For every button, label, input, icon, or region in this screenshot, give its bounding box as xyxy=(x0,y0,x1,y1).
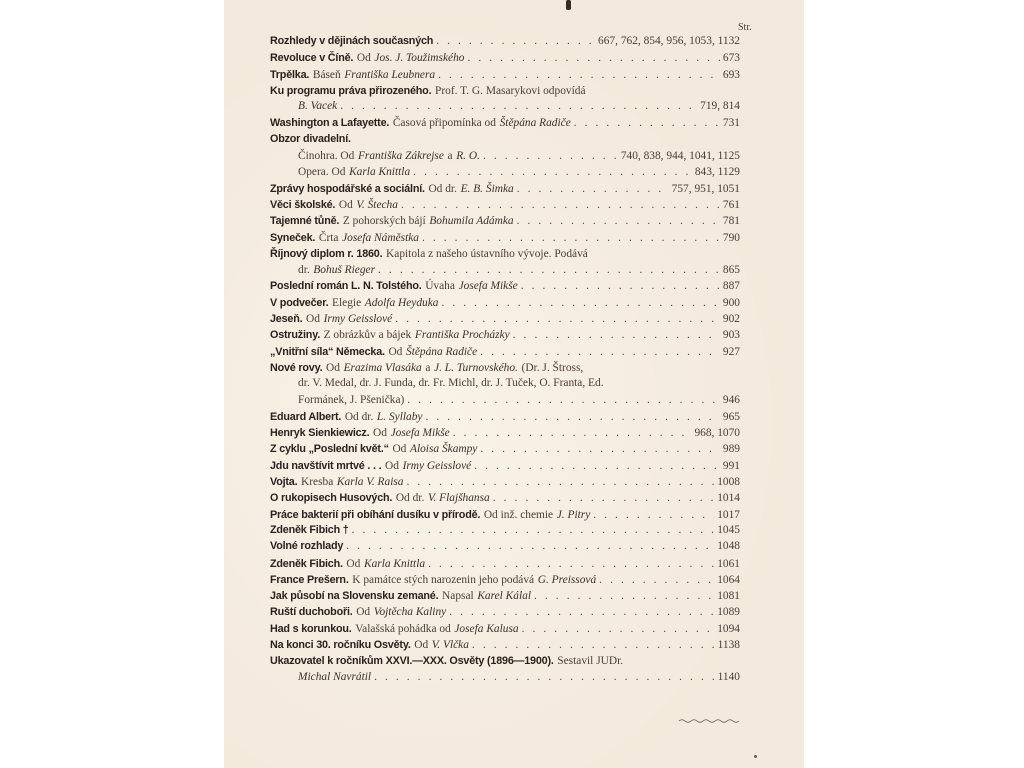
entry-author: Erazima Vlasáka xyxy=(343,361,422,374)
page-numbers: 843, 1129 xyxy=(694,166,740,179)
dot-leader xyxy=(534,588,714,603)
page-numbers: 667, 762, 854, 956, 1053, 1132 xyxy=(598,35,740,47)
entry-author: B. Vacek xyxy=(298,100,338,113)
page-numbers: 1089 xyxy=(717,606,740,619)
entry-title: Eduard Albert. xyxy=(270,410,342,423)
entry-text: Úvaha xyxy=(425,280,455,293)
entry-text: Opera. Od xyxy=(298,166,346,179)
page-numbers: 1008 xyxy=(717,476,740,489)
entry-title: Jeseň. xyxy=(270,313,303,326)
entry-author: Irmy Geisslové xyxy=(402,459,472,472)
entry-text: Od inž. chemie xyxy=(483,508,554,521)
entry-text: a xyxy=(447,150,453,163)
entry-text: Činohra. Od xyxy=(298,150,355,163)
toc-entry-line[interactable] xyxy=(270,147,740,163)
toc-entry-line[interactable] xyxy=(270,669,740,685)
dot-leader xyxy=(340,98,697,114)
entry-title: Rozhledy v dějinách současných xyxy=(270,35,434,47)
dot-leader xyxy=(521,278,720,293)
toc-entry-line[interactable] xyxy=(270,343,740,359)
page-numbers: 731 xyxy=(722,117,740,130)
entry-author: G. Preissová xyxy=(537,573,597,586)
entry-title: Vojta. xyxy=(270,476,298,489)
toc-entry-line[interactable] xyxy=(270,196,740,212)
entry-title: Ku programu práva přirozeného. xyxy=(270,84,432,97)
entry-title: „Vnitřní síla“ Německa. xyxy=(270,345,385,358)
dot-leader xyxy=(449,604,714,619)
entry-text: Od xyxy=(392,443,407,456)
page-numbers: 902 xyxy=(722,313,740,326)
page-numbers: 790 xyxy=(722,231,740,244)
page-numbers: 761 xyxy=(722,198,740,211)
entry-author: Františka Leubnera xyxy=(344,68,436,81)
dot-leader xyxy=(480,441,720,456)
entry-author: Karla Knittla xyxy=(349,166,411,179)
page-numbers: 900 xyxy=(722,296,740,309)
toc-entry-line[interactable] xyxy=(270,538,740,554)
entry-author: L. Syllaby xyxy=(376,410,423,423)
toc-entry-line[interactable] xyxy=(270,375,740,391)
entry-title: Obzor divadelní. xyxy=(270,132,351,145)
entry-author: Josefa Náměstka xyxy=(342,231,419,244)
toc-entry-line[interactable] xyxy=(270,131,740,147)
dot-leader xyxy=(441,295,719,310)
dot-leader xyxy=(453,425,692,440)
entry-author: V. Flajšhansa xyxy=(427,492,490,505)
entry-text: Kapitola z našeho ústavního vývoje. Podává xyxy=(386,247,588,260)
toc-entry-line[interactable] xyxy=(270,408,740,424)
entry-author: Josefa Mikše xyxy=(458,280,518,293)
dot-leader xyxy=(574,115,720,130)
dot-leader xyxy=(407,474,715,489)
entry-text: a xyxy=(425,361,431,374)
entry-title: Revoluce v Číně. xyxy=(270,52,354,65)
toc-entry-line[interactable] xyxy=(270,424,740,440)
entry-text: Od dr. xyxy=(344,410,374,423)
pages-column-header: Str. xyxy=(738,22,752,33)
entry-author: J. Pitry xyxy=(556,508,591,521)
toc-entry-line[interactable] xyxy=(270,620,740,636)
entry-text: Prof. T. G. Masarykovi odpovídá xyxy=(435,84,586,97)
entry-author: Jos. J. Toužimského xyxy=(374,52,465,65)
toc-entry-line[interactable] xyxy=(270,310,740,326)
page-numbers: 781 xyxy=(722,215,740,228)
dot-leader xyxy=(378,262,720,277)
entry-title: France Prešern. xyxy=(270,573,349,586)
dot-leader xyxy=(425,409,719,424)
entry-author: Bohumila Adámka xyxy=(429,215,514,228)
page-numbers: 946 xyxy=(722,393,740,406)
toc-entry-line[interactable] xyxy=(270,163,740,179)
entry-author: Karla V. Raisa xyxy=(336,476,404,489)
entry-author: Josefa Kalusa xyxy=(454,622,519,635)
entry-text: dr. V. Medal, dr. J. Funda, dr. Fr. Michl, dr. J. Tuček, O. Franta, Ed. xyxy=(298,377,604,390)
page-numbers: 740, 838, 944, 1041, 1125 xyxy=(620,150,740,163)
page-numbers: 1061 xyxy=(717,557,740,570)
toc-entry-line[interactable] xyxy=(270,506,740,522)
dot-leader xyxy=(474,458,720,473)
entry-title: Ostružiny. xyxy=(270,329,320,342)
entry-text: Formánek, J. Pšenička) xyxy=(298,393,405,406)
toc-entry-line[interactable] xyxy=(270,457,740,473)
toc-entry-line[interactable] xyxy=(270,33,740,49)
entry-author: Štěpána Radiče xyxy=(406,345,478,358)
page-mark xyxy=(754,755,757,758)
entry-author: Aloisa Škampy xyxy=(409,443,478,456)
dot-leader xyxy=(438,67,720,82)
entry-title: Tajemné tůně. xyxy=(270,215,340,228)
entry-text: Od xyxy=(338,198,353,211)
entry-text: Časová připomínka od xyxy=(392,117,496,130)
entry-title: Zdeněk Fibich † xyxy=(270,523,349,536)
page-numbers: 968, 1070 xyxy=(694,427,740,440)
page-numbers: 1045 xyxy=(717,523,740,536)
page-numbers: 1017 xyxy=(717,508,740,521)
entry-title: Zdeněk Fibich. xyxy=(270,557,343,570)
page-numbers: 865 xyxy=(722,264,740,277)
entry-text: Od xyxy=(373,427,387,440)
entry-text: Od dr. xyxy=(428,182,457,195)
entry-text: Od xyxy=(306,313,320,326)
entry-author: Karel Kálal xyxy=(477,590,532,603)
entry-author: Bohuš Rieger xyxy=(313,264,376,277)
toc-entry-line[interactable] xyxy=(270,326,740,342)
entry-author: Michal Navrátil xyxy=(298,670,372,683)
toc-entry-line[interactable] xyxy=(270,212,740,228)
entry-title: Zprávy hospodářské a sociální. xyxy=(270,182,425,195)
dot-leader xyxy=(593,507,714,522)
entry-title: Volné rozhlady xyxy=(270,540,344,553)
dot-leader xyxy=(517,213,720,228)
entry-text: Od xyxy=(346,557,361,570)
entry-author: R. O. xyxy=(456,150,480,163)
entry-title: Jdu navštívit mrtvé . . . xyxy=(270,459,382,472)
entry-author: Irmy Geisslové xyxy=(323,313,393,326)
dot-leader xyxy=(436,33,595,49)
dot-leader xyxy=(428,556,714,571)
dot-leader xyxy=(522,621,715,636)
page-numbers: 989 xyxy=(722,443,740,456)
toc-entry-line[interactable] xyxy=(270,277,740,293)
entry-text: K památce stých narozenin jeho podává xyxy=(352,573,535,586)
toc-entry-line[interactable] xyxy=(270,114,740,130)
page-numbers: 965 xyxy=(722,410,740,423)
page-numbers: 1094 xyxy=(717,622,740,635)
dot-leader xyxy=(407,392,720,408)
page-numbers: 903 xyxy=(722,329,740,342)
entry-text: Valašská pohádka od xyxy=(355,622,451,635)
entry-text: Kresba xyxy=(301,476,334,489)
entry-title: Říjnový diplom r. 1860. xyxy=(270,247,383,260)
entry-text: Od xyxy=(356,52,371,65)
toc-entry-line[interactable] xyxy=(270,603,740,619)
page-numbers: 719, 814 xyxy=(700,100,740,113)
toc-entry-line[interactable] xyxy=(270,245,740,261)
toc-entry-line[interactable] xyxy=(270,359,740,375)
entry-author: E. B. Šimka xyxy=(460,182,514,195)
toc-entry-line[interactable] xyxy=(270,229,740,245)
page-numbers: 1048 xyxy=(717,540,740,553)
entry-text: Elegie xyxy=(332,296,362,309)
toc-entry-line[interactable] xyxy=(270,587,740,603)
entry-text: Z obrázkův a bájek xyxy=(323,329,412,342)
dot-leader xyxy=(401,197,720,212)
entry-author: Karla Knittla xyxy=(363,557,426,570)
toc-entry-line[interactable] xyxy=(270,636,740,652)
entry-title: Na konci 30. ročníku Osvěty. xyxy=(270,638,411,651)
entry-text: Od xyxy=(326,361,340,374)
page-numbers: 1138 xyxy=(717,638,740,651)
entry-author: Josefa Mikše xyxy=(390,427,450,440)
toc-entry-line[interactable] xyxy=(270,82,740,98)
dot-leader xyxy=(493,490,714,505)
entry-text: Báseň xyxy=(312,68,341,81)
page-numbers: 1140 xyxy=(717,670,740,683)
entry-title: O rukopisech Husových. xyxy=(270,492,393,505)
dot-leader xyxy=(413,164,692,179)
page-numbers: 1081 xyxy=(717,590,740,603)
toc-entry-line[interactable] xyxy=(270,180,740,196)
dot-leader xyxy=(483,148,618,163)
toc-entry-line[interactable] xyxy=(270,294,740,310)
entry-author: Štěpána Radiče xyxy=(499,117,571,130)
toc-entry-line[interactable] xyxy=(270,261,740,277)
dot-leader xyxy=(374,669,715,685)
page-numbers: 991 xyxy=(722,459,740,472)
dot-leader xyxy=(395,311,720,326)
ink-blot xyxy=(566,0,571,10)
entry-title: Práce bakterií při obíhání dusíku v přírodě. xyxy=(270,508,481,521)
dot-leader xyxy=(517,181,669,196)
dot-leader xyxy=(480,344,720,359)
entry-text: Od dr. xyxy=(395,492,425,505)
entry-text: Od xyxy=(388,345,403,358)
entry-title: Věci školské. xyxy=(270,198,336,211)
entry-author: Adolfa Heyduka xyxy=(364,296,439,309)
entry-title: Ruští duchoboři. xyxy=(270,606,353,619)
entry-text: (Dr. J. Štross, xyxy=(521,361,584,374)
end-flourish xyxy=(678,718,740,724)
toc-entry-line[interactable] xyxy=(270,555,740,571)
entry-title: Syneček. xyxy=(270,231,316,244)
entry-author: Františka Zákrejse xyxy=(357,150,444,163)
dot-leader xyxy=(352,522,715,538)
dot-leader xyxy=(422,230,720,245)
toc-entry-line[interactable] xyxy=(270,392,740,408)
toc-entry-line[interactable] xyxy=(270,98,740,114)
toc-entry-line[interactable] xyxy=(270,49,740,65)
entry-title: Henryk Sienkiewicz. xyxy=(270,427,370,440)
toc-entry-line[interactable] xyxy=(270,473,740,489)
entry-author: J. L. Turnovského. xyxy=(434,361,518,374)
entry-author: Vojtěcha Kaliny xyxy=(373,606,447,619)
page-numbers: 673 xyxy=(722,52,740,65)
dot-leader xyxy=(346,538,714,554)
entry-title: Z cyklu „Poslední květ.“ xyxy=(270,443,389,456)
entry-text: Črta xyxy=(318,231,339,244)
toc-entry-line[interactable] xyxy=(270,522,740,538)
entry-text: Od xyxy=(356,606,371,619)
entry-author: Františka Procházky xyxy=(414,329,510,342)
page-numbers: 1064 xyxy=(717,573,740,586)
page-numbers: 1014 xyxy=(717,492,740,505)
entry-title: Trpělka. xyxy=(270,68,310,81)
entry-text: Sestavil JUDr. xyxy=(557,655,624,668)
entry-title: V podvečer. xyxy=(270,296,329,309)
entry-title: Ukazovatel k ročníkům XXVI.—XXX. Osvěty (1896—1900). xyxy=(270,655,554,668)
dot-leader xyxy=(472,637,715,652)
entry-author: V. Štecha xyxy=(356,198,398,211)
entry-title: Poslední román L. N. Tolstého. xyxy=(270,280,422,293)
entry-text: dr. xyxy=(298,264,310,277)
page-numbers: 927 xyxy=(722,345,740,358)
entry-text: Od xyxy=(414,638,429,651)
dot-leader xyxy=(599,572,714,587)
entry-title: Nové rovy. xyxy=(270,361,323,374)
page-numbers: 757, 951, 1051 xyxy=(671,182,740,195)
dot-leader xyxy=(513,327,720,342)
table-of-contents xyxy=(270,33,740,685)
toc-entry-line[interactable] xyxy=(270,66,740,82)
entry-text: Z pohorských bájí xyxy=(342,215,426,228)
toc-entry-line[interactable] xyxy=(270,489,740,505)
entry-author: V. Vlčka xyxy=(431,638,469,651)
entry-text: Napsal xyxy=(442,590,474,603)
toc-entry-line[interactable] xyxy=(270,571,740,587)
toc-entry-line[interactable] xyxy=(270,652,740,668)
dot-leader xyxy=(467,50,719,65)
entry-title: Jak působí na Slovensku zemané. xyxy=(270,590,439,603)
entry-text: Od xyxy=(385,459,399,472)
entry-title: Had s korunkou. xyxy=(270,622,352,635)
page-numbers: 693 xyxy=(722,68,740,81)
entry-title: Washington a Lafayette. xyxy=(270,117,390,130)
page-numbers: 887 xyxy=(722,280,740,293)
toc-entry-line[interactable] xyxy=(270,440,740,456)
